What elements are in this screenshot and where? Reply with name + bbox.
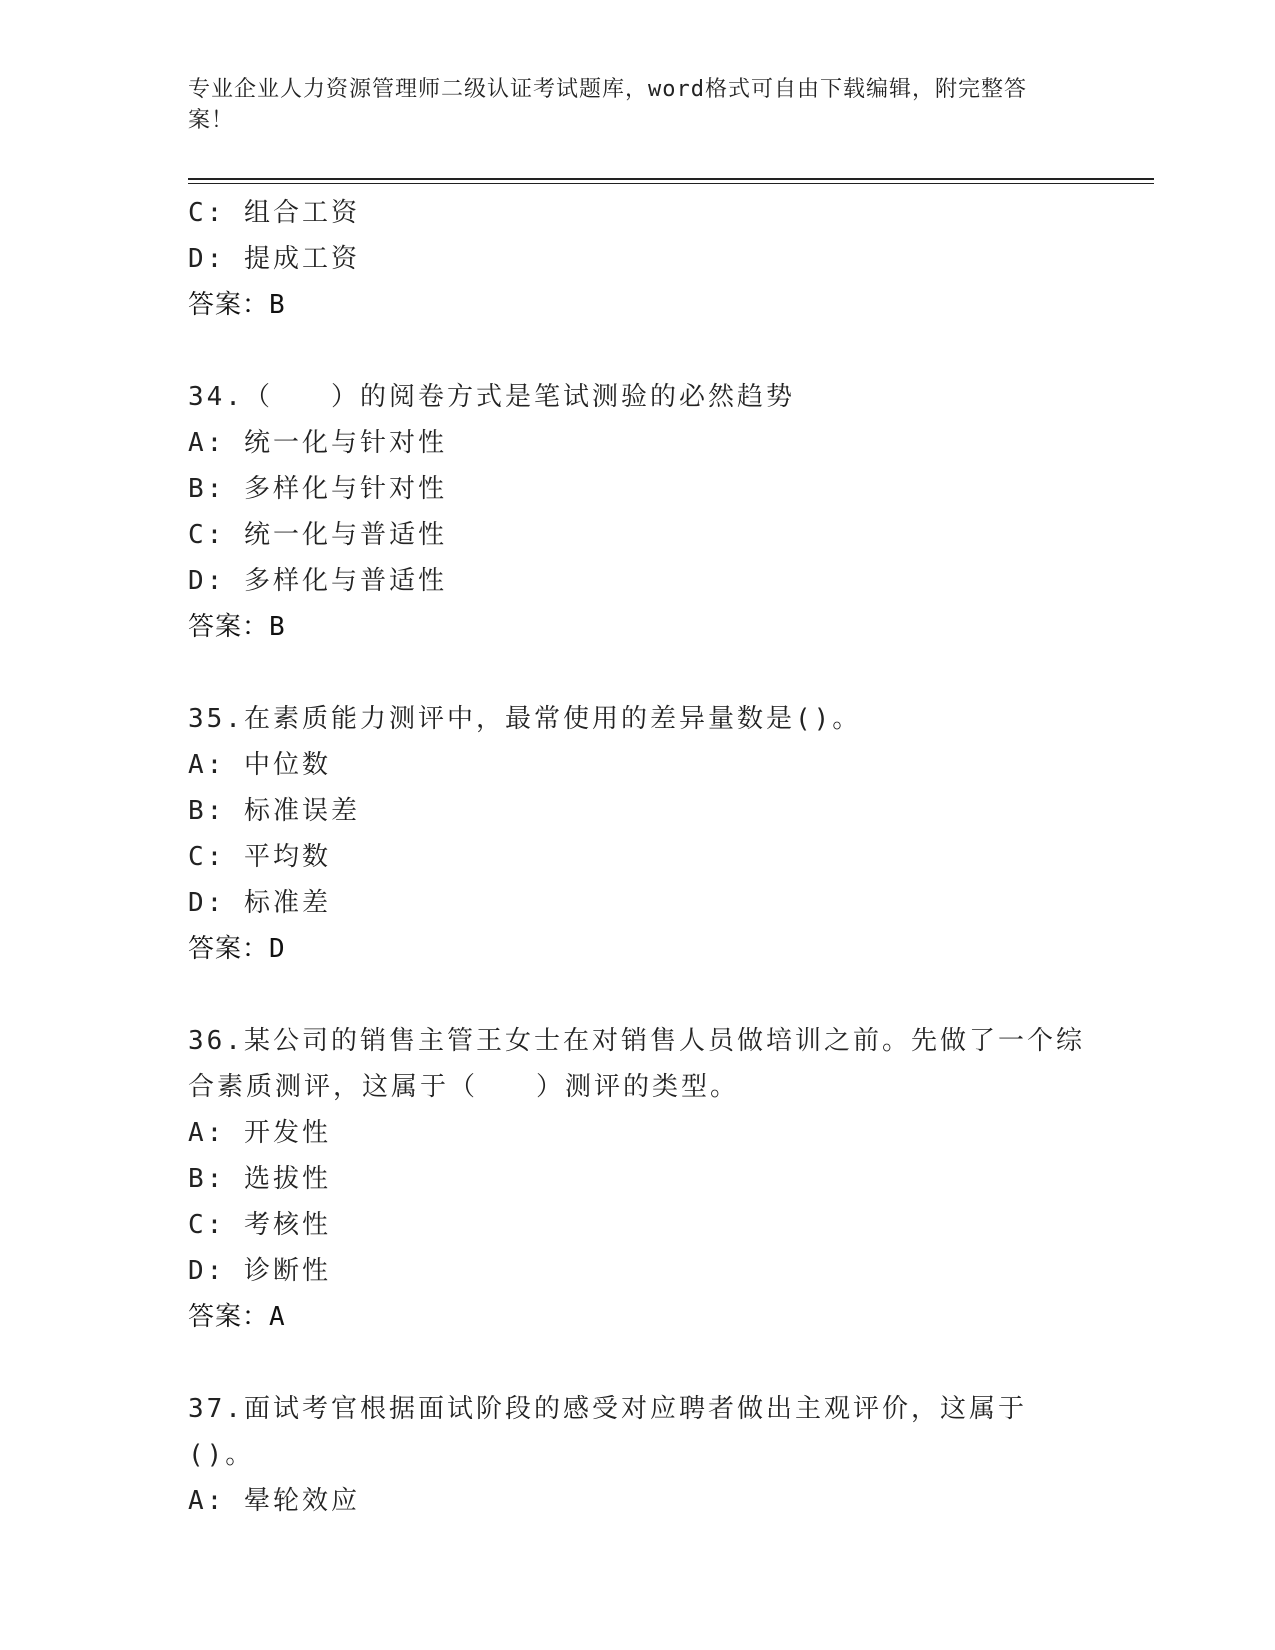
answer-line: 答案：B bbox=[188, 612, 286, 642]
option-d: D: 标准差 bbox=[188, 888, 331, 918]
question-stem: 36.某公司的销售主管王女士在对销售人员做培训之前。先做了一个综合素质测评，这属于（ ）测评的类型。 bbox=[188, 1026, 1085, 1102]
question-stem: 37.面试考官根据面试阶段的感受对应聘者做出主观评价，这属于()。 bbox=[188, 1394, 1027, 1470]
option-a: A: 统一化与针对性 bbox=[188, 428, 447, 458]
question-34 bbox=[188, 374, 1088, 650]
spacer bbox=[188, 328, 1088, 374]
question-35 bbox=[188, 696, 1088, 972]
question-37 bbox=[188, 1386, 1088, 1524]
option-c: C: 组合工资 bbox=[188, 198, 360, 228]
option-d: D: 多样化与普适性 bbox=[188, 566, 447, 596]
spacer bbox=[188, 1340, 1088, 1386]
option-a: A: 中位数 bbox=[188, 750, 331, 780]
document-header: 专业企业人力资源管理师二级认证考试题库，word格式可自由下载编辑，附完整答案！ bbox=[188, 77, 1027, 133]
spacer bbox=[188, 972, 1088, 1018]
answer-line: 答案：D bbox=[188, 934, 286, 964]
spacer bbox=[188, 650, 1088, 696]
option-b: B: 多样化与针对性 bbox=[188, 474, 447, 504]
question-stem: 34.（ ）的阅卷方式是笔试测验的必然趋势 bbox=[188, 382, 795, 412]
option-a: A: 晕轮效应 bbox=[188, 1486, 360, 1516]
option-a: A: 开发性 bbox=[188, 1118, 331, 1148]
option-c: C: 统一化与普适性 bbox=[188, 520, 447, 550]
option-b: B: 选拔性 bbox=[188, 1164, 331, 1194]
header-divider bbox=[188, 178, 1154, 184]
option-c: C: 平均数 bbox=[188, 842, 331, 872]
question-list bbox=[188, 190, 1088, 1524]
answer-line: 答案：A bbox=[188, 1302, 286, 1332]
option-c: C: 考核性 bbox=[188, 1210, 331, 1240]
prev-question-tail bbox=[188, 190, 1088, 328]
option-b: B: 标准误差 bbox=[188, 796, 360, 826]
option-d: D: 提成工资 bbox=[188, 244, 360, 274]
answer-line: 答案：B bbox=[188, 290, 286, 320]
option-d: D: 诊断性 bbox=[188, 1256, 331, 1286]
question-stem: 35.在素质能力测评中，最常使用的差异量数是()。 bbox=[188, 704, 862, 734]
question-36 bbox=[188, 1018, 1088, 1340]
